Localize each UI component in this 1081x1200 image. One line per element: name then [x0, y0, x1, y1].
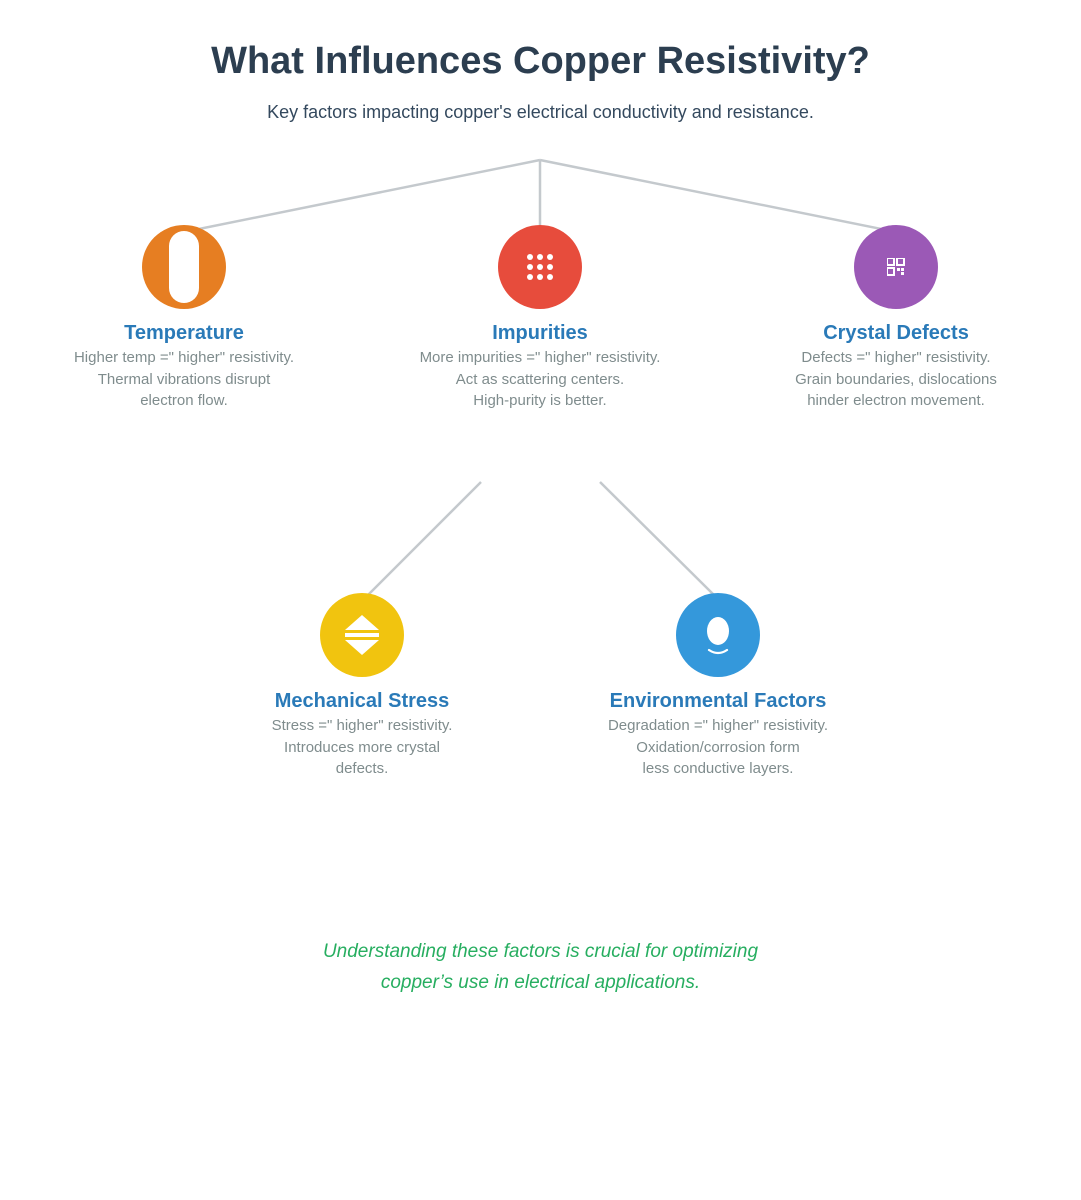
- connector-line-mechanical-stress: [366, 482, 481, 597]
- mechanical-stress-badge: [320, 593, 404, 677]
- factor-title: Crystal Defects: [823, 322, 969, 344]
- factor-mechanical-stress: [222, 593, 502, 780]
- conclusion-line: Understanding these factors is crucial for optimizing: [322, 941, 759, 962]
- description-line: Stress =" higher" resistivity.: [271, 717, 453, 734]
- description-line: defects.: [335, 760, 389, 777]
- impurities-badge: [498, 225, 582, 309]
- description-line: More impurities =" higher" resistivity.: [419, 349, 661, 366]
- qr-grid-icon: [887, 258, 905, 276]
- factor-description: [578, 715, 858, 780]
- compress-arrows-icon: [342, 613, 382, 657]
- crystal-defects-badge: [854, 225, 938, 309]
- description-line: hinder electron movement.: [807, 392, 985, 409]
- connector-line-temperature: [184, 160, 540, 232]
- conclusion-text: [0, 936, 1081, 998]
- factor-description: [756, 347, 1036, 412]
- description-line: Degradation =" higher" resistivity.: [607, 717, 829, 734]
- factor-title: Impurities: [492, 322, 588, 344]
- connector-line-environmental: [600, 482, 716, 597]
- factor-impurities: [400, 225, 680, 412]
- thermometer-icon: [142, 225, 226, 309]
- description-line: Introduces more crystal: [284, 738, 440, 756]
- description-line: less conductive layers.: [642, 760, 794, 777]
- connector-line-crystal-defects: [540, 160, 896, 232]
- factor-title: Environmental Factors: [609, 690, 827, 712]
- description-line: Higher temp =" higher" resistivity.: [73, 349, 295, 366]
- description-line: Oxidation/corrosion form: [636, 738, 800, 756]
- conclusion-line: copper’s use in electrical applications.: [380, 972, 701, 993]
- factor-title: Mechanical Stress: [274, 690, 450, 712]
- page-subtitle: Key factors impacting copper's electrical conductivity and resistance.: [267, 102, 814, 122]
- page-title: What Influences Copper Resistivity?: [211, 40, 870, 82]
- description-line: Act as scattering centers.: [455, 370, 625, 388]
- factor-description: [222, 715, 502, 780]
- description-line: electron flow.: [140, 392, 228, 409]
- factor-description: [44, 347, 324, 412]
- factor-title: Temperature: [124, 322, 244, 344]
- factor-description: [400, 347, 680, 412]
- environmental-badge: [676, 593, 760, 677]
- description-line: Thermal vibrations disrupt: [97, 370, 271, 388]
- dots-grid-icon: [525, 252, 555, 282]
- description-line: Grain boundaries, dislocations: [795, 370, 997, 388]
- description-line: Defects =" higher" resistivity.: [801, 349, 991, 366]
- factor-crystal-defects: [756, 225, 1036, 412]
- temperature-badge: [142, 225, 226, 309]
- description-line: High-purity is better.: [473, 392, 607, 409]
- factor-temperature: [44, 225, 324, 412]
- droplet-icon: [703, 615, 733, 655]
- factor-environmental: [578, 593, 858, 780]
